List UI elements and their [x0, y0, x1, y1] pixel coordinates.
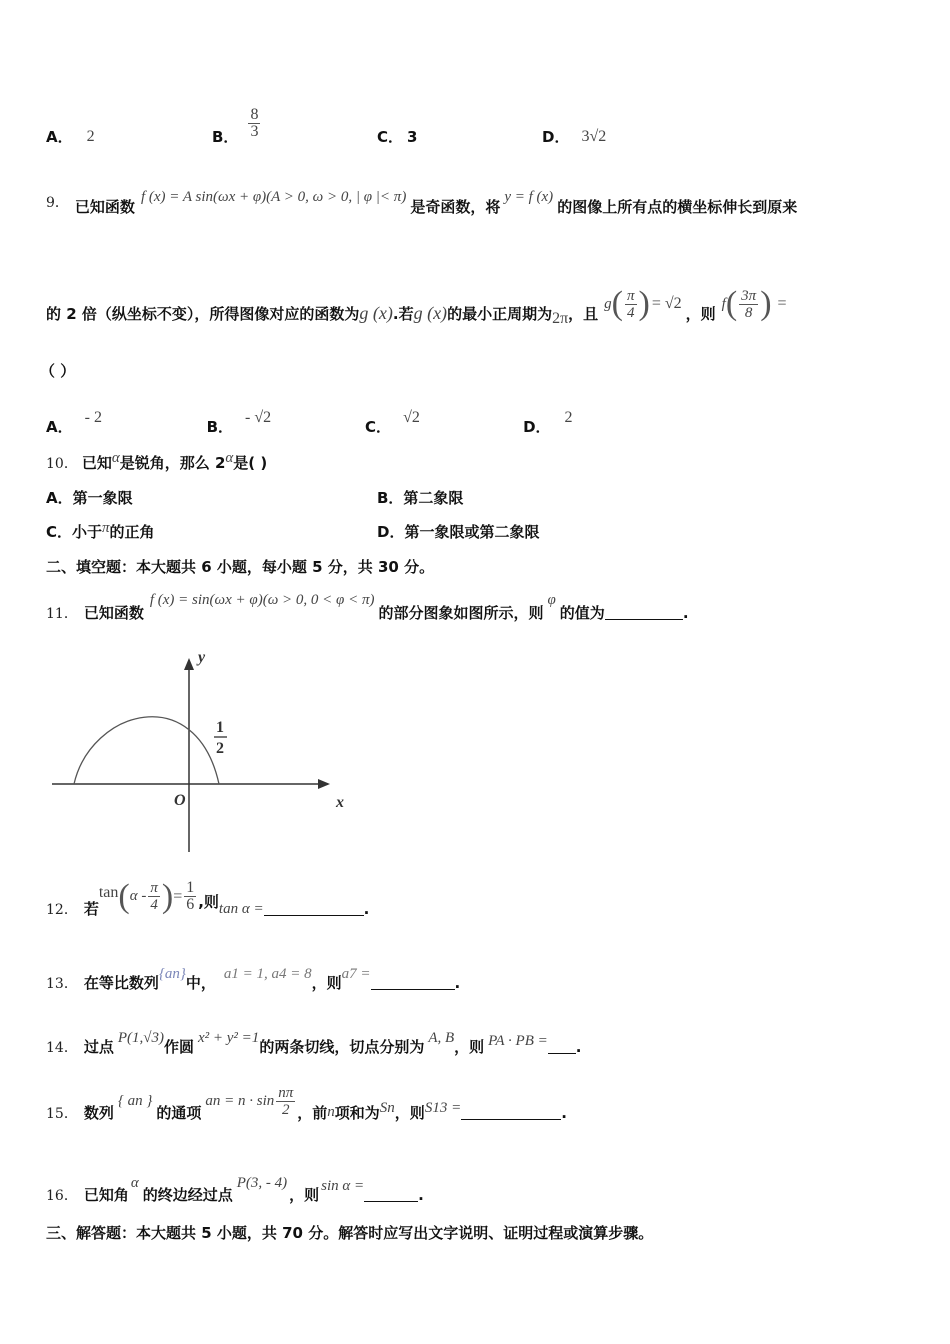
q12-paren-left: ( [118, 877, 130, 915]
q16-alpha: α [130, 1175, 139, 1191]
half-numerator: 1 [216, 719, 224, 736]
q12-one-sixth [184, 880, 196, 913]
q8-option-a [46, 126, 95, 147]
q9-g-arg [625, 288, 637, 321]
q8-option-b [212, 100, 262, 147]
q15-s13: S13 = [424, 1100, 462, 1116]
q9-g-paren-left: ( [611, 285, 623, 322]
q9-g-value: = √2 [651, 295, 682, 312]
q10-stem [46, 452, 267, 473]
q9-y-expr: y = f (x) [504, 189, 554, 205]
q13-seq: {an} [158, 966, 186, 982]
q14-point: P(1,√3) [117, 1030, 164, 1046]
q14-text2: 作圆 [163, 1038, 194, 1056]
x-axis-label: x [336, 794, 344, 811]
q15-den: 2 [282, 1102, 290, 1118]
x-axis-arrow [318, 779, 330, 789]
q13-number: 13． [46, 975, 78, 992]
y-axis-arrow [184, 658, 194, 670]
q15-text5: ，则 [394, 1104, 425, 1122]
origin-label: O [174, 792, 186, 809]
q9-f-expr: f (x) = A sin(ωx + φ)(A > 0, ω > 0, | φ |< π) [140, 189, 407, 205]
q9-option-a-value: - 2 [84, 408, 102, 426]
q10-option-c [46, 521, 155, 542]
q16-point: P(3, - 4) [236, 1175, 288, 1191]
q9-text7: ，且 [568, 304, 599, 323]
q11-text3: 的值为 [559, 604, 605, 622]
q8-option-a-label: A． [46, 128, 73, 146]
q12-tan: tan [98, 883, 119, 901]
q10-option-c-pre: C．小于 [46, 523, 103, 541]
q13-given: a1 = 1, a4 = 8 [223, 966, 312, 982]
q12-pi-over-4 [148, 880, 160, 913]
q9-option-d-value: 2 [564, 408, 573, 426]
q13-text2: 中， [185, 974, 216, 992]
q9-text3: 的图像上所有点的横坐标伸长到原来 [557, 198, 798, 216]
q10-option-d: D．第一象限或第二象限 [377, 523, 540, 541]
q12-paren-right: ) [161, 877, 174, 915]
q8-option-d-value: 3√2 [581, 127, 607, 145]
q11-text2: 的部分图象如图所示，则 [378, 604, 544, 622]
q9-options [46, 398, 573, 437]
q11-answer-blank [605, 605, 683, 620]
q10-number: 10． [46, 455, 78, 472]
q11-graph [46, 640, 356, 860]
q16-sin: sin α = [321, 1178, 365, 1194]
q12-tan-alpha: tan α = [218, 901, 264, 917]
q14-text4: ，则 [454, 1038, 485, 1056]
section-2-heading: 二、填空题：本大题共 6 小题，每小题 5 分，共 30 分。 [46, 558, 435, 576]
q15-answer-blank [461, 1105, 561, 1120]
q15-text3: ，前 [297, 1104, 328, 1122]
q10-text3: 是( ) [233, 454, 268, 472]
q9-line2 [46, 280, 787, 328]
q14-answer-blank [548, 1039, 576, 1054]
q11-text1: 已知函数 [83, 604, 144, 622]
q8-option-b-denominator: 3 [250, 123, 259, 140]
q10-option-c-pi: π [102, 520, 110, 536]
q15-an: an = n · sin [205, 1093, 275, 1109]
q10-option-b: B．第二象限 [377, 489, 464, 507]
q15-fraction [276, 1085, 295, 1118]
q12-arg: α - [129, 888, 147, 904]
q9-f-letter: f [721, 295, 726, 312]
q11-end: . [682, 603, 689, 622]
q10-alpha: α [111, 450, 120, 466]
q9-f-paren-left: ( [725, 285, 738, 322]
q16-text1: 已知角 [83, 1186, 129, 1204]
q14-circle: x² + y² =1 [198, 1030, 260, 1046]
q15-sn: Sn [379, 1100, 395, 1116]
q15-text1: 数列 [83, 1104, 114, 1122]
q12-text2: ,则 [198, 893, 219, 911]
q10-text1: 已知 [81, 454, 112, 472]
q8-option-b-label: B． [212, 128, 239, 146]
q15-number: 15． [46, 1105, 78, 1122]
q13-end: . [454, 973, 461, 992]
q12-eq: = [173, 887, 183, 905]
q9-f-arg-den: 8 [744, 304, 753, 321]
q10-alpha-2: α [225, 450, 234, 466]
q9-text1: 已知函数 [74, 198, 135, 216]
q9-line1 [46, 186, 797, 217]
q16-text3: ，则 [289, 1186, 320, 1204]
section-3-heading: 三、解答题：本大题共 5 小题，共 70 分。解答时应写出文字说明、证明过程或演算步骤。 [46, 1224, 654, 1242]
q8-option-c [377, 126, 417, 147]
q9-answer-paren: （ ） [40, 362, 76, 380]
q13-text3: ，则 [311, 974, 342, 992]
q9-option-d-label: D． [523, 418, 551, 436]
q16-text2: 的终边经过点 [142, 1186, 233, 1204]
q14-number: 14． [46, 1039, 78, 1056]
q16-stem [46, 1162, 424, 1205]
q16-number: 16． [46, 1187, 78, 1204]
q9-f-arg-num: 3π [741, 287, 757, 304]
q14-ab: A, B [428, 1030, 455, 1046]
q9-f-eq: = [777, 295, 787, 312]
q11-phi: φ [547, 592, 556, 608]
q15-text2: 的通项 [156, 1104, 202, 1122]
q8-option-c-label: C． [377, 128, 404, 146]
q9-text5: .若 [392, 304, 414, 323]
q12-six: 6 [186, 896, 195, 913]
q8-option-d-label: D． [542, 128, 570, 146]
q12-end: . [363, 899, 370, 918]
q12-number: 12． [46, 901, 78, 918]
q11-f-expr: f (x) = sin(ωx + φ)(ω > 0, 0 < φ < π) [149, 592, 375, 608]
q12-four: 4 [150, 897, 158, 913]
q8-option-c-value: 3 [407, 127, 418, 146]
q13-stem [46, 962, 460, 993]
q9-option-b-label: B． [206, 418, 234, 436]
q14-text3: 的两条切线，切点分别为 [259, 1038, 425, 1056]
q9-g-arg-den: 4 [627, 304, 635, 321]
q9-g-arg-num: π [627, 287, 635, 304]
q9-g-x-2: g (x) [413, 302, 448, 323]
q12-answer-blank [264, 901, 364, 916]
q16-end: . [418, 1185, 424, 1204]
q15-seq: { an } [117, 1093, 153, 1109]
q12-stem [46, 874, 369, 919]
q10-text2: 是锐角，那么 2 [119, 454, 226, 472]
q9-option-c-value: √2 [403, 408, 420, 426]
half-denominator: 2 [216, 740, 224, 757]
q9-f-arg [739, 288, 758, 321]
q11-number: 11． [46, 605, 78, 622]
q15-text4: 项和为 [334, 1104, 380, 1122]
q12-pi: π [150, 880, 158, 896]
q9-option-a-label: A． [46, 418, 73, 436]
sine-curve [74, 717, 219, 784]
q15-end: . [561, 1103, 567, 1122]
q9-g-x: g (x) [359, 302, 393, 323]
q14-dot: PA · PB = [488, 1033, 548, 1049]
q11-stem [46, 578, 689, 623]
q13-answer-blank [371, 975, 455, 990]
q9-text2: 是奇函数，将 [410, 198, 501, 216]
q15-num: nπ [278, 1085, 294, 1101]
q14-text1: 过点 [83, 1038, 114, 1056]
q12-one: 1 [186, 879, 195, 896]
q9-text8: ，则 [685, 304, 716, 323]
q14-stem [46, 1020, 581, 1057]
q9-g-letter: g [604, 295, 612, 312]
q9-period: 2π [552, 310, 569, 327]
q15-n: n [327, 1104, 335, 1120]
q13-a7: a7 = [341, 966, 371, 982]
q9-number: 9． [46, 194, 69, 211]
y-axis-label: y [198, 649, 206, 666]
q15-stem [46, 1080, 567, 1123]
q8-option-b-fraction [248, 107, 260, 140]
q13-text1: 在等比数列 [83, 974, 159, 992]
q10-option-c-post: 的正角 [109, 523, 155, 541]
q9-g-paren-right: ) [638, 285, 650, 322]
q9-text4: 的 2 倍（纵坐标不变），所得图像对应的函数为 [46, 304, 360, 323]
q8-option-b-numerator: 8 [250, 106, 259, 123]
q9-option-c-label: C． [365, 418, 392, 436]
q14-end: . [575, 1037, 582, 1056]
q8-option-d [542, 126, 606, 147]
q9-text6: 的最小正周期为 [447, 304, 553, 323]
q9-f-paren-right: ) [760, 285, 772, 322]
q8-option-a-value: 2 [86, 127, 95, 145]
q9-option-b-value: - √2 [245, 408, 272, 426]
q16-answer-blank [364, 1187, 418, 1202]
q10-option-a: A．第一象限 [46, 489, 133, 507]
q12-text1: 若 [83, 900, 99, 918]
